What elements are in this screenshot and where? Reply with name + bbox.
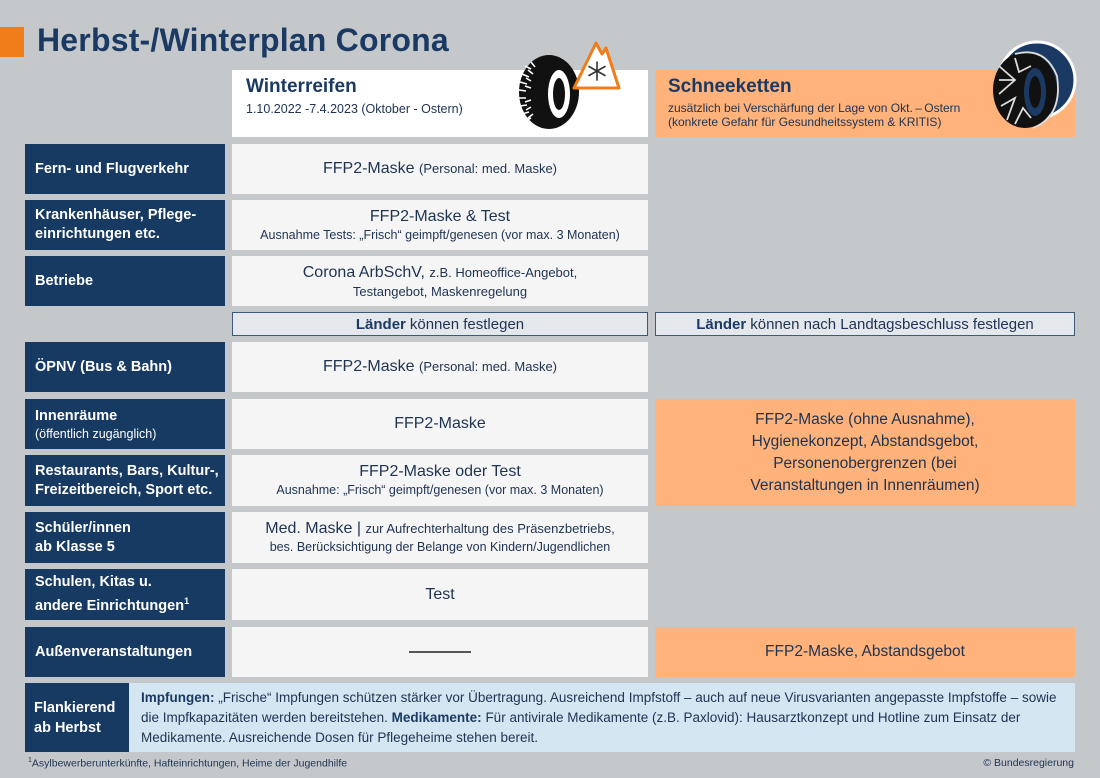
schnee-cell-innenraeume (655, 399, 1075, 506)
cell-main-note: z.B. Homeoffice-Angebot, (429, 264, 578, 280)
cell-sub-text: Testangebot, Maskenregelung (352, 283, 528, 299)
cell-innenraeume (232, 399, 648, 449)
schneeketten-subtitle-line1: zusätzlich bei Verschärfung der Lage von Okt. – Ostern (668, 101, 961, 115)
cell-main (323, 159, 557, 179)
row-label-text: Restaurants, Bars, Kultur-, (35, 462, 219, 479)
row-label-text: Krankenhäuser, Pflege- (35, 207, 197, 223)
row-label-schulen-kitas (25, 569, 225, 620)
schnee-line: Veranstaltungen in Innenräumen) (750, 476, 980, 494)
laender-landtagsbeschluss-bar (655, 312, 1075, 336)
cell-schueler (232, 512, 648, 563)
snow-chain-tire-icon (985, 36, 1077, 132)
cell-fern-flugverkehr (232, 144, 648, 194)
schneeketten-subtitle-line2: (konkrete Gefahr für Gesundheitssystem & KRITIS) (668, 115, 942, 129)
schneeketten-description (668, 101, 960, 129)
laender-text: können festlegen (409, 315, 525, 333)
schneeketten-title: Schneeketten (668, 76, 792, 97)
medikamente-text: Für antivirale Medikamente (z.B. Paxlovid): Hausarztkonzept und Hotline zum Einsatz der Medikamente. Ausreichende Dosen für Pflegeheime stehen bereit. (141, 710, 1021, 745)
cell-main-note: (Personal: med. Maske) (419, 161, 558, 176)
cell-schulen-kitas (232, 569, 648, 620)
title-accent-bar (0, 27, 24, 57)
laender-festlegen-bar (232, 312, 648, 336)
impfungen-label: Impfungen: (141, 690, 215, 705)
row-label-text: ÖPNV (Bus & Bahn) (35, 358, 172, 375)
schnee-line: FFP2-Maske, Abstandsgebot (765, 643, 965, 660)
winterreifen-title: Winterreifen (246, 76, 357, 97)
cell-main-text: Med. Maske | (265, 520, 361, 537)
cell-oepnv (232, 342, 648, 392)
cell-betriebe (232, 256, 648, 306)
footnote-text: Asylbewerberunterkünfte, Hafteinrichtungen, Heime der Jugendhilfe (31, 757, 348, 770)
no-measure-dash (409, 651, 471, 653)
row-label-aussenveranstaltungen (25, 627, 225, 677)
winterreifen-period: 1.10.2022 -7.4.2023 (Oktober - Ostern) (246, 102, 463, 116)
row-label-text: Freizeitbereich, Sport etc. (35, 481, 213, 498)
cell-main (265, 519, 615, 539)
cell-main (323, 357, 557, 377)
row-label-text: ab Klasse 5 (35, 538, 115, 555)
cell-main-note: zur Aufrechterhaltung des Präsenzbetriebs, (365, 521, 615, 536)
row-label-text: einrichtungen etc. (35, 226, 160, 242)
row-label-note: (öffentlich zugänglich) (35, 426, 157, 441)
row-label-text: Schulen, Kitas u. (35, 574, 152, 591)
laender-text: können nach Landtagsbeschluss festlegen (750, 315, 1034, 333)
row-label-text: Außenveranstaltungen (35, 643, 193, 660)
schnee-cell-aussenveranstaltungen (655, 627, 1075, 677)
page-title: Herbst-/Winterplan Corona (37, 22, 449, 58)
cell-main-text: FFP2-Maske & Test (369, 207, 511, 225)
schnee-line: Personenobergrenzen (bei (773, 454, 957, 472)
footnote-marker: 1 (184, 596, 190, 607)
cell-main-text: FFP2-Maske (322, 160, 415, 177)
laender-bold: Länder (696, 315, 747, 333)
row-label-text: Schüler/innen (35, 519, 131, 536)
medikamente-label: Medikamente: (391, 710, 482, 725)
row-label-text-part: andere Einrichtungen (35, 597, 185, 614)
footnote (28, 757, 347, 770)
snowflake-warning-icon (570, 40, 622, 92)
row-label-fern-flugverkehr (25, 144, 225, 194)
row-label-text (35, 592, 225, 616)
cell-main-text: FFP2-Maske (394, 415, 486, 432)
impfungen-text: „Frische“ Impfungen schützen stärker vor Übertragung. Ausreichend Impfstoff – auch auf neue Virusvarianten angepasste Impfstoffe – sowie die Impfkapazitäten werden bereitstehen. (141, 690, 1057, 725)
footnote-marker: 1 (28, 757, 32, 764)
cell-sub-text: Ausnahme Tests: „Frisch“ geimpft/genesen (vor max. 3 Monaten) (260, 227, 620, 242)
cell-krankenhaeuser (232, 200, 648, 250)
flankierend-label-line1: Flankierend (34, 699, 116, 716)
cell-restaurants (232, 455, 648, 506)
row-label-restaurants (25, 455, 225, 506)
cell-main-note: (Personal: med. Maske) (419, 359, 558, 374)
cell-main-text: Test (425, 585, 455, 603)
row-label-text: Innenräume (35, 407, 118, 424)
cell-sub-text: bes. Berücksichtigung der Belange von Kindern/Jugendlichen (269, 540, 611, 554)
flankierend-body (129, 683, 1075, 752)
cell-aussenveranstaltungen (232, 627, 648, 677)
cell-main-text: FFP2-Maske oder Test (359, 463, 521, 480)
laender-bold: Länder (355, 315, 406, 333)
schnee-line: FFP2-Maske (ohne Ausnahme), (755, 410, 975, 428)
row-label-oepnv (25, 342, 225, 392)
schnee-line: Hygienekonzept, Abstandsgebot, (751, 432, 979, 450)
row-label-text: Fern- und Flugverkehr (35, 160, 189, 177)
row-label-text: Betriebe (35, 272, 94, 289)
flankierend-label-line2: ab Herbst (34, 719, 101, 736)
flankierend-label (25, 683, 129, 752)
copyright: © Bundesregierung (983, 757, 1074, 769)
cell-main (303, 263, 578, 283)
row-label-krankenhaeuser (25, 200, 225, 250)
row-label-innenraeume (25, 399, 225, 449)
row-label-betriebe (25, 256, 225, 306)
row-label-schueler (25, 512, 225, 563)
cell-main-text: FFP2-Maske (322, 358, 415, 375)
cell-sub-text: Ausnahme: „Frisch“ geimpft/genesen (vor max. 3 Monaten) (276, 483, 604, 497)
cell-main-text: Corona ArbSchV, (302, 263, 425, 281)
